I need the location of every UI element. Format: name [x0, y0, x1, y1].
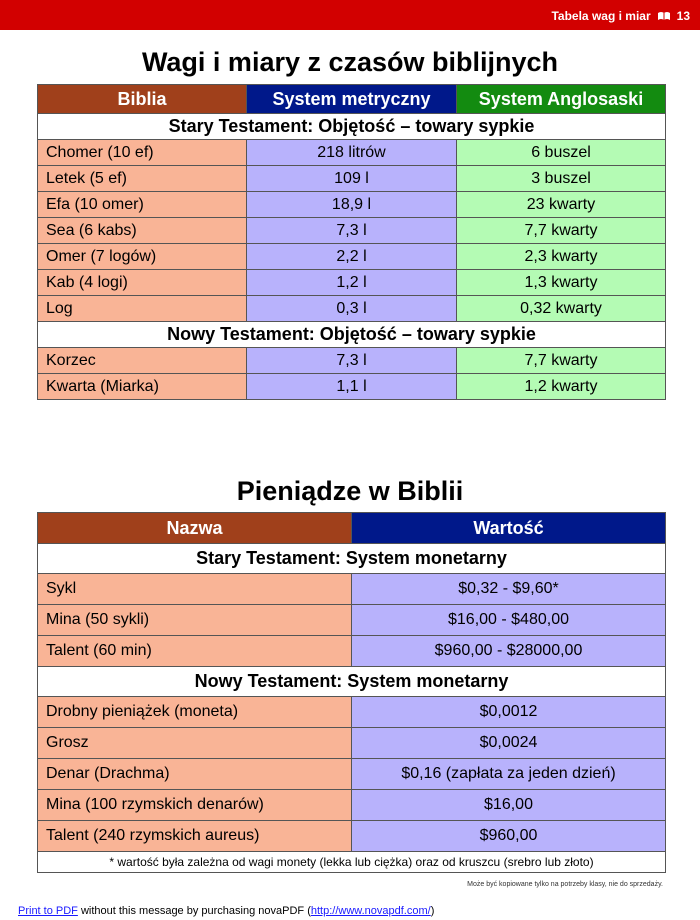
cell-name: Log: [38, 296, 247, 322]
table-row: [38, 636, 666, 667]
cell-metric: 7,3 l: [247, 348, 457, 374]
footer-text: without this message by purchasing novaPDF (: [77, 905, 311, 917]
print-to-pdf-link[interactable]: Print to PDF: [18, 905, 78, 917]
table-row: [38, 218, 666, 244]
cell-metric: 109 l: [247, 166, 457, 192]
cell-name: Talent (240 rzymskich aureus): [38, 821, 352, 852]
cell-anglosaxon: 7,7 kwarty: [457, 218, 666, 244]
table-row: [38, 192, 666, 218]
page-number: 13: [676, 9, 690, 23]
section-title: Nowy Testament: System monetarny: [38, 667, 666, 697]
cell-anglosaxon: 7,7 kwarty: [457, 348, 666, 374]
weights-table: [37, 84, 666, 400]
cell-metric: 0,3 l: [247, 296, 457, 322]
section-header-row: [38, 667, 666, 697]
cell-name: Denar (Drachma): [38, 759, 352, 790]
cell-name: Drobny pieniążek (moneta): [38, 697, 352, 728]
money-table: [37, 512, 666, 873]
cell-metric: 218 litrów: [247, 140, 457, 166]
money-title: Pieniądze w Biblii: [236, 476, 464, 506]
cell-anglosaxon: 23 kwarty: [457, 192, 666, 218]
cell-anglosaxon: 0,32 kwarty: [457, 296, 666, 322]
cell-metric: 1,2 l: [247, 270, 457, 296]
column-header-value: Wartość: [352, 513, 666, 544]
table-row: [38, 374, 666, 400]
table-row: [38, 270, 666, 296]
cell-name: Sea (6 kabs): [38, 218, 247, 244]
cell-name: Mina (50 sykli): [38, 605, 352, 636]
cell-value: $0,16 (zapłata za jeden dzień): [352, 759, 666, 790]
copy-note: Może być kopiowane tylko na potrzeby klasy, nie do sprzedaży.: [467, 881, 663, 888]
cell-value: $0,0024: [352, 728, 666, 759]
weights-header-row: [38, 85, 666, 114]
table-row: [38, 759, 666, 790]
cell-metric: 7,3 l: [247, 218, 457, 244]
cell-name: Letek (5 ef): [38, 166, 247, 192]
footnote-row: [38, 852, 666, 873]
cell-metric: 2,2 l: [247, 244, 457, 270]
table-row: [38, 296, 666, 322]
cell-anglosaxon: 3 buszel: [457, 166, 666, 192]
cell-metric: 1,1 l: [247, 374, 457, 400]
weights-title: Wagi i miary z czasów biblijnych: [141, 47, 559, 77]
table-row: [38, 821, 666, 852]
column-header-name: Nazwa: [38, 513, 352, 544]
cell-value: $16,00 - $480,00: [352, 605, 666, 636]
cell-name: Grosz: [38, 728, 352, 759]
table-row: [38, 728, 666, 759]
cell-value: $0,0012: [352, 697, 666, 728]
footer-end: ): [430, 905, 435, 917]
table-row: [38, 166, 666, 192]
cell-name: Mina (100 rzymskich denarów): [38, 790, 352, 821]
cell-value: $0,32 - $9,60*: [352, 574, 666, 605]
table-row: [38, 790, 666, 821]
cell-name: Efa (10 omer): [38, 192, 247, 218]
section-title: Stary Testament: Objętość – towary sypkie: [38, 114, 666, 140]
section-header-row: [38, 322, 666, 348]
money-header-row: [38, 513, 666, 544]
cell-name: Kwarta (Miarka): [38, 374, 247, 400]
section-title: Nowy Testament: Objętość – towary sypkie: [38, 322, 666, 348]
cell-anglosaxon: 1,3 kwarty: [457, 270, 666, 296]
table-row: [38, 697, 666, 728]
section-header-row: [38, 114, 666, 140]
section-title: Stary Testament: System monetarny: [38, 544, 666, 574]
top-bar: [0, 0, 700, 30]
footer: [18, 905, 434, 917]
cell-metric: 18,9 l: [247, 192, 457, 218]
cell-value: $960,00 - $28000,00: [352, 636, 666, 667]
cell-name: Korzec: [38, 348, 247, 374]
column-header-anglosaxon: System Anglosaski: [457, 85, 666, 114]
column-header-biblia: Biblia: [38, 85, 247, 114]
book-icon: [657, 11, 671, 21]
cell-name: Omer (7 logów): [38, 244, 247, 270]
footnote: * wartość była zależna od wagi monety (lekka lub ciężka) oraz od kruszcu (srebro lub złoto): [38, 852, 666, 873]
column-header-metric: System metryczny: [247, 85, 457, 114]
cell-anglosaxon: 1,2 kwarty: [457, 374, 666, 400]
novapdf-link[interactable]: http://www.novapdf.com/: [310, 905, 431, 917]
cell-value: $960,00: [352, 821, 666, 852]
table-row: [38, 244, 666, 270]
cell-name: Sykl: [38, 574, 352, 605]
cell-anglosaxon: 6 buszel: [457, 140, 666, 166]
table-row: [38, 605, 666, 636]
cell-value: $16,00: [352, 790, 666, 821]
section-header-row: [38, 544, 666, 574]
cell-name: Chomer (10 ef): [38, 140, 247, 166]
table-row: [38, 140, 666, 166]
cell-anglosaxon: 2,3 kwarty: [457, 244, 666, 270]
cell-name: Talent (60 min): [38, 636, 352, 667]
page-header: [551, 9, 690, 23]
table-row: [38, 574, 666, 605]
page-label: Tabela wag i miar: [551, 9, 651, 23]
table-row: [38, 348, 666, 374]
cell-name: Kab (4 logi): [38, 270, 247, 296]
